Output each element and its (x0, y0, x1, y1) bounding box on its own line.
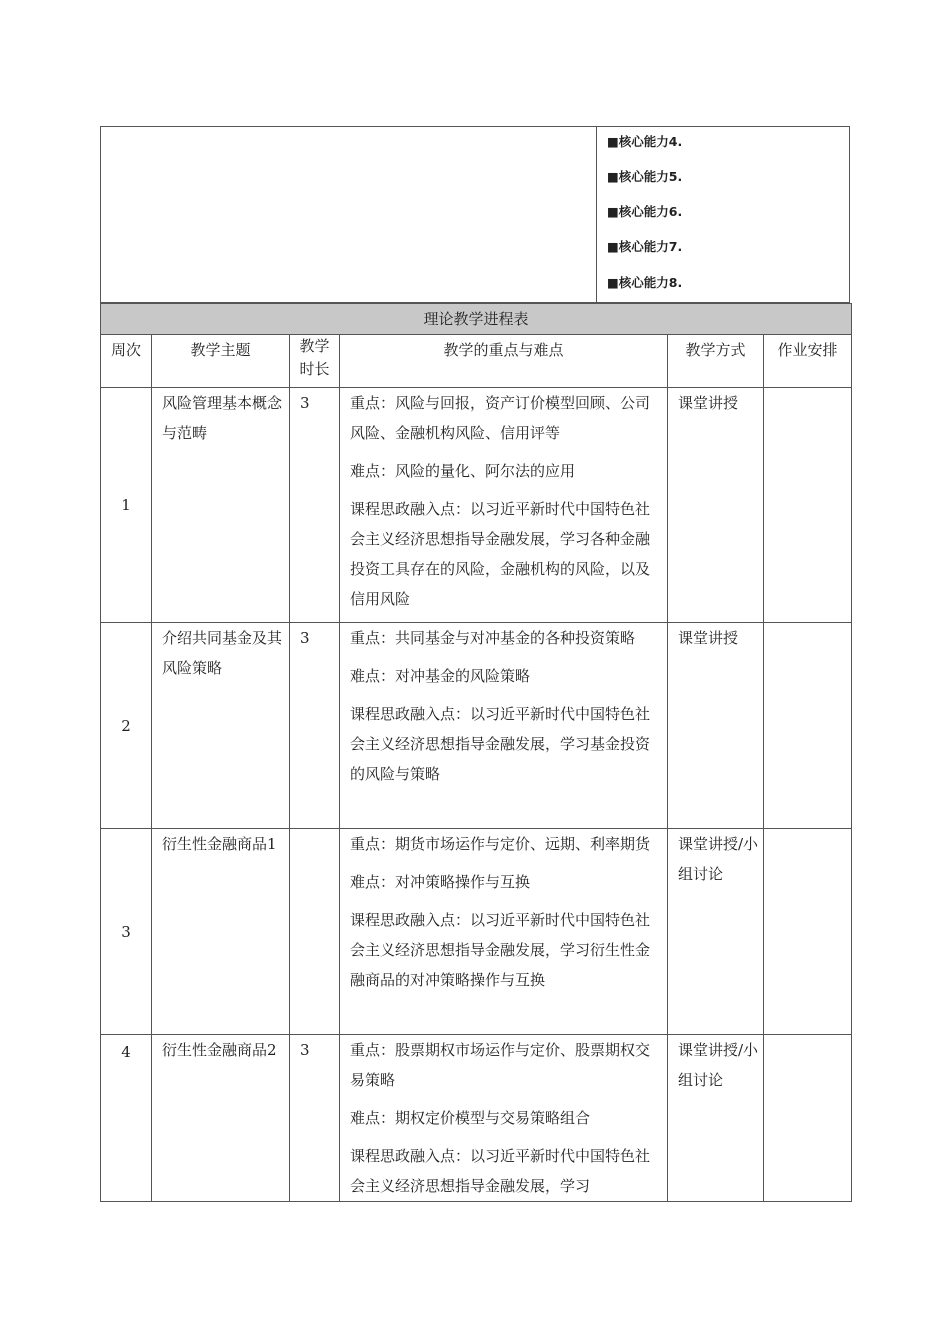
method-cell: 课堂讲授 (668, 623, 764, 829)
topic-cell: 衍生性金融商品1 (152, 829, 290, 1035)
method-cell: 课堂讲授/小组讨论 (668, 1035, 764, 1202)
week-cell: 4 (101, 1035, 152, 1202)
focus-text: 重点：期货市场运作与定价、远期、利率期货 (350, 835, 651, 853)
method-cell: 课堂讲授 (668, 388, 764, 623)
header-method: 教学方式 (668, 335, 764, 388)
ideology-text: 课程思政融入点：以习近平新时代中国特色社会主义经济思想指导金融发展，学习衍生性金融商品的对冲策略操作与互换 (350, 911, 651, 989)
week-cell: 3 (101, 829, 152, 1035)
header-week: 周次 (101, 335, 152, 388)
header-homework: 作业安排 (764, 335, 852, 388)
method-cell: 课堂讲授/小组讨论 (668, 829, 764, 1035)
ideology-text: 课程思政融入点：以习近平新时代中国特色社会主义经济思想指导金融发展，学习各种金融投资工具存在的风险，金融机构的风险，以及信用风险 (350, 500, 651, 608)
core-ability-item: ■核心能力8. (607, 275, 683, 290)
ideology-text: 课程思政融入点：以习近平新时代中国特色社会主义经济思想指导金融发展，学习基金投资的风险与策略 (350, 705, 651, 783)
focus-text: 重点：股票期权市场运作与定价、股票期权交易策略 (350, 1041, 651, 1089)
column-divider (596, 127, 597, 302)
table-title: 理论教学进程表 (101, 304, 852, 335)
focus-text: 重点：风险与回报，资产订价模型回顾、公司风险、金融机构风险、信用评等 (350, 394, 651, 442)
difficulty-text: 难点：对冲基金的风险策略 (350, 667, 531, 685)
week-cell: 1 (101, 388, 152, 623)
core-ability-item: ■核心能力6. (607, 204, 683, 219)
topic-cell: 介绍共同基金及其风险策略 (152, 623, 290, 829)
table-row (101, 829, 852, 1035)
homework-cell (764, 1035, 852, 1202)
homework-cell (764, 388, 852, 623)
course-objectives-block (100, 126, 850, 303)
header-hours-line2: 时长 (299, 360, 330, 378)
table-row (101, 1035, 852, 1202)
difficulty-text: 难点：风险的量化、阿尔法的应用 (350, 462, 576, 480)
homework-cell (764, 829, 852, 1035)
topic-cell: 风险管理基本概念与范畴 (152, 388, 290, 623)
header-hours (290, 335, 340, 388)
topic-cell: 衍生性金融商品2 (152, 1035, 290, 1202)
header-key-points: 教学的重点与难点 (340, 335, 668, 388)
hours-cell: 3 (290, 623, 340, 829)
difficulty-text: 难点：对冲策略操作与互换 (350, 873, 531, 891)
table-header-row (101, 335, 852, 388)
table-title-row (101, 304, 852, 335)
hours-cell: 3 (290, 1035, 340, 1202)
focus-text: 重点：共同基金与对冲基金的各种投资策略 (350, 629, 636, 647)
key-points-cell (340, 623, 668, 829)
core-ability-item: ■核心能力4. (607, 134, 683, 149)
core-ability-item: ■核心能力7. (607, 239, 683, 254)
key-points-cell (340, 1035, 668, 1202)
week-cell: 2 (101, 623, 152, 829)
difficulty-text: 难点：期权定价模型与交易策略组合 (350, 1109, 591, 1127)
hours-cell: 3 (290, 388, 340, 623)
hours-cell (290, 829, 340, 1035)
core-ability-item: ■核心能力5. (607, 169, 683, 184)
table-row (101, 623, 852, 829)
ideology-text: 课程思政融入点：以习近平新时代中国特色社会主义经济思想指导金融发展，学习 (350, 1147, 651, 1195)
table-row (101, 388, 852, 623)
homework-cell (764, 623, 852, 829)
theory-teaching-schedule-table (100, 303, 852, 1202)
key-points-cell (340, 388, 668, 623)
key-points-cell (340, 829, 668, 1035)
header-topic: 教学主题 (152, 335, 290, 388)
header-hours-line1: 教学 (299, 337, 330, 355)
